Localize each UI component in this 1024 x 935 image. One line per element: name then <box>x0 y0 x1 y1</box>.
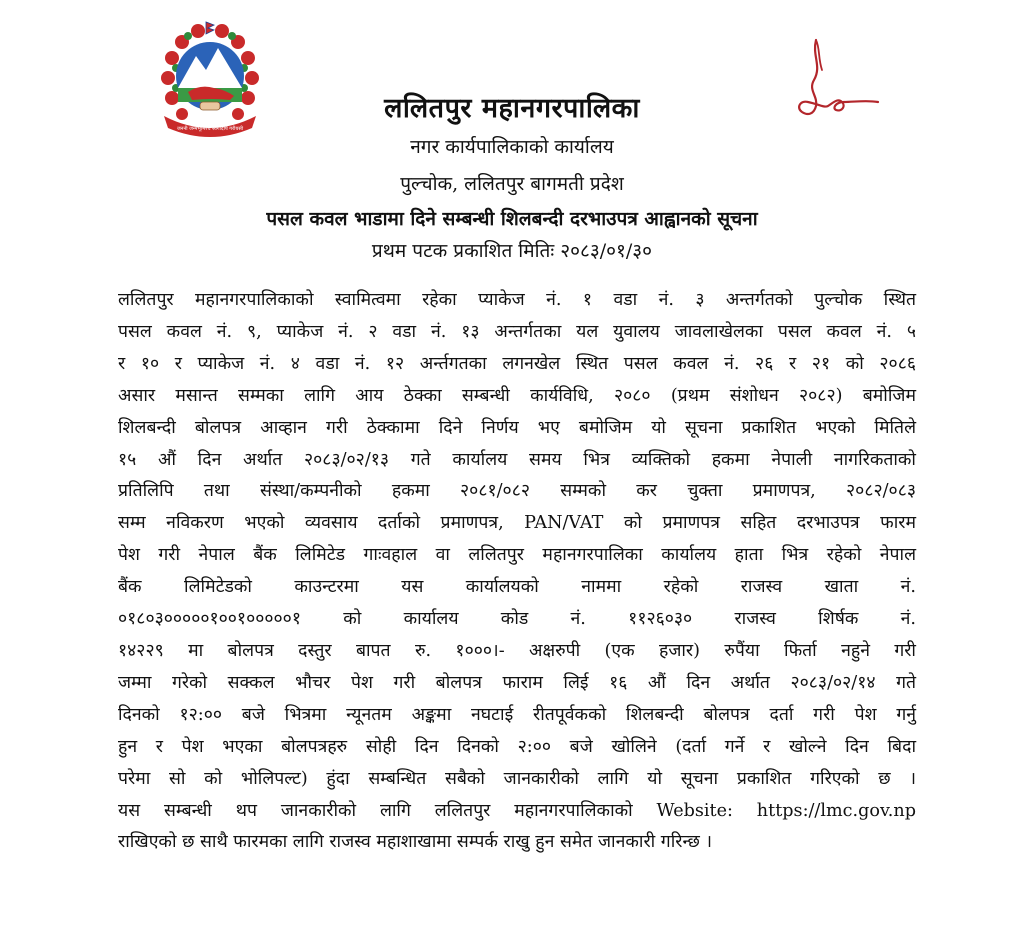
publication-date: प्रथम पटक प्रकाशित मितिः २०८३/०१/३० <box>371 240 653 262</box>
notice-subject: पसल कवल भाडामा दिने सम्बन्धी शिलबन्दी दरभाउपत्र आह्वानको सूचना <box>266 208 758 230</box>
body-line: सम्म नविकरण भएको व्यवसाय दर्ताको प्रमाणपत्र, PAN/VAT को प्रमाणपत्र सहित दरभाउपत्र फारम <box>118 513 916 534</box>
office-name: नगर कार्यपालिकाको कार्यालय <box>410 136 614 158</box>
body-line: प्रतिलिपि तथा संस्था/कम्पनीको हकमा २०८१/०८२ सम्मको कर चुक्ता प्रमाणपत्र, २०८२/०८३ <box>118 481 916 502</box>
office-address: पुल्चोक, ललितपुर बागमती प्रदेश <box>400 173 624 195</box>
body-line: यस सम्बन्धी थप जानकारीको लागि ललितपुर महानगरपालिकाको Website: https://lmc.gov.np <box>118 800 916 821</box>
body-line: दिनको १२:०० बजे भित्रमा न्यूनतम अङ्कमा नघटाई रीतपूर्वकको शिलबन्दी बोलपत्र दर्ता गरी पेश गर्नु <box>118 704 916 725</box>
body-line: राखिएको छ साथै फारमका लागि राजस्व महाशाखामा सम्पर्क राखु हुन समेत जानकारी गरिन्छ । <box>118 832 713 853</box>
body-line: र १० र प्याकेज नं. ४ वडा नं. १२ अर्न्तगतका लगनखेल स्थित पसल कवल नं. २६ र २१ को २०८६ <box>118 353 916 374</box>
body-line: शिलबन्दी बोलपत्र आव्हान गरी ठेक्कामा दिने निर्णय भए बमोजिम यो सूचना प्रकाशित भएको मितिले <box>118 417 916 438</box>
notice-body <box>118 285 916 859</box>
body-line: परेमा सो को भोलिपल्ट) हुंदा सम्बन्धित सबैको जानकारीको लागि यो सूचना प्रकाशित गरिएको छ । <box>118 768 916 789</box>
body-line: बैंक लिमिटेडको काउन्टरमा यस कार्यालयको नाममा रहेको राजस्व खाता नं. <box>118 577 916 598</box>
body-line: असार मसान्त सम्मका लागि आय ठेक्का सम्बन्धी कार्यविधि, २०८० (प्रथम संशोधन २०८२) बमोजिम <box>118 385 916 406</box>
body-line: पेश गरी नेपाल बैंक लिमिटेड गाःवहाल वा ललितपुर महानगरपालिका कार्यालय हाता भित्र रहेको नेपाल <box>118 545 916 566</box>
body-line: ०१८०३०००००१००१०००००१ को कार्यालय कोड नं. ११२६०३० राजस्व शिर्षक नं. <box>118 609 916 630</box>
municipality-title: ललितपुर महानगरपालिका <box>384 93 640 124</box>
body-line: ललितपुर महानगरपालिकाको स्वामित्वमा रहेका प्याकेज नं. १ वडा नं. ३ अन्तर्गतको पुल्चोक स्थित <box>118 290 916 310</box>
body-line: हुन र पेश भएका बोलपत्रहरु सोही दिन दिनको २:०० बजे खोलिने (दर्ता गर्ने र खोल्ने दिन बिदा <box>118 736 916 757</box>
body-line: पसल कवल नं. ९, प्याकेज नं. २ वडा नं. १३ अन्तर्गतका यल युवालय जावलाखेलका पसल कवल नं. ५ <box>118 321 916 342</box>
body-line: १४२२९ मा बोलपत्र दस्तुर बापत रु. १०००।- अक्षरुपी (एक हजार) रुपैंया फिर्ता नहुने गरी <box>118 640 916 661</box>
svg-text:जननी जन्मभूमिश्च स्वर्गादपि गर: जननी जन्मभूमिश्च स्वर्गादपि गरीयसी <box>176 126 244 132</box>
body-line: १५ औं दिन अर्थात २०८३/०२/१३ गते कार्यालय समय भित्र व्यक्तिको हकमा नेपाली नागरिकताको <box>118 449 916 470</box>
body-line: जम्मा गरेको सक्कल भौचर पेश गरी बोलपत्र फाराम लिई १६ औं दिन अर्थात २०८३/०२/१४ गते <box>118 672 916 693</box>
